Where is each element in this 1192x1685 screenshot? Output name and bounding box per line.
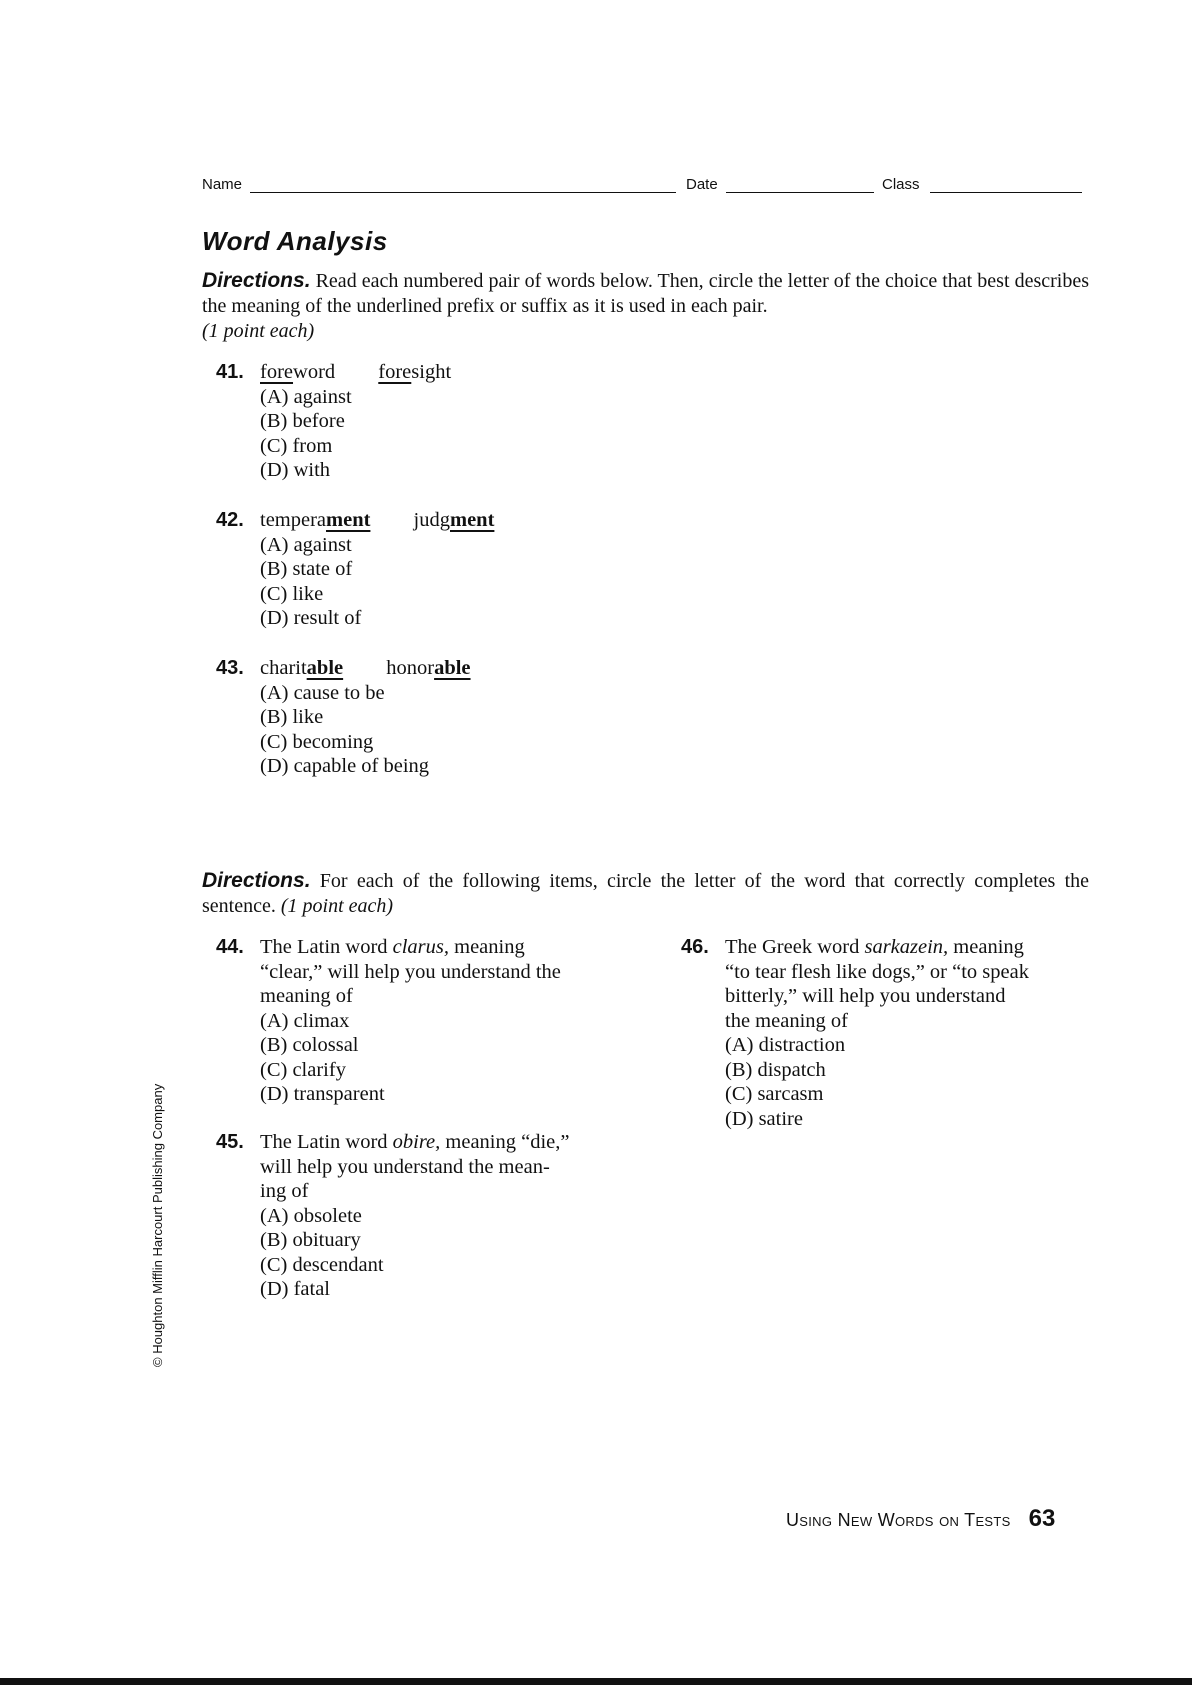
question-number: 43. bbox=[216, 657, 244, 679]
word-2: foresight bbox=[378, 361, 452, 383]
option-d[interactable]: (D) satire bbox=[725, 1107, 803, 1130]
option-c[interactable]: (C) like bbox=[260, 582, 324, 605]
date-label: Date bbox=[686, 176, 718, 193]
directions-label: Directions. bbox=[202, 869, 311, 892]
greek-word: sarkazein, bbox=[864, 936, 949, 958]
underlined-suffix: ment bbox=[450, 509, 495, 531]
option-a[interactable]: (A) cause to be bbox=[260, 681, 385, 704]
directions-section-1 bbox=[202, 268, 1089, 344]
option-d[interactable]: (D) result of bbox=[260, 607, 362, 629]
question-stem-line: ing of bbox=[260, 1180, 309, 1202]
option-c[interactable]: (C) becoming bbox=[260, 730, 374, 753]
question-stem-line: bitterly,” will help you understand bbox=[725, 985, 1006, 1007]
option-b[interactable]: (B) state of bbox=[260, 558, 353, 580]
word-2: judgment bbox=[413, 509, 495, 531]
question-43 bbox=[216, 656, 716, 779]
page-title: Word Analysis bbox=[202, 226, 388, 256]
option-b[interactable]: (B) before bbox=[260, 410, 345, 432]
name-date-class-header bbox=[202, 174, 1084, 198]
name-field[interactable] bbox=[250, 192, 676, 193]
directions-text: Read each numbered pair of words below. Then, circle the letter of the choice that best describes the meaning of the underlined prefix or suffix as it is used in each pair. bbox=[202, 270, 1089, 317]
word-pair bbox=[260, 360, 716, 385]
date-field[interactable] bbox=[726, 192, 874, 193]
option-a[interactable]: (A) against bbox=[260, 385, 352, 408]
question-stem-line: The Latin word obire, meaning “die,” bbox=[260, 1131, 570, 1153]
underlined-suffix: able bbox=[434, 657, 471, 679]
option-b[interactable]: (B) dispatch bbox=[725, 1058, 826, 1081]
underlined-prefix: fore bbox=[378, 361, 412, 383]
page-number: 63 bbox=[1028, 1505, 1056, 1532]
copyright-notice: © Houghton Mifflin Harcourt Publishing Company bbox=[150, 1083, 165, 1367]
option-d[interactable]: (D) with bbox=[260, 459, 331, 481]
underlined-suffix: able bbox=[306, 657, 344, 679]
word-pair bbox=[260, 508, 716, 533]
question-stem-line: “to tear flesh like dogs,” or “to speak bbox=[725, 960, 1029, 983]
option-a[interactable]: (A) climax bbox=[260, 1009, 350, 1032]
option-a[interactable]: (A) obsolete bbox=[260, 1204, 362, 1227]
directions-label: Directions. bbox=[202, 269, 311, 292]
latin-word: clarus, bbox=[392, 936, 450, 958]
directions-section-2 bbox=[202, 868, 1089, 919]
question-stem-line: “clear,” will help you understand the bbox=[260, 960, 561, 983]
class-label: Class bbox=[882, 176, 920, 193]
question-number: 41. bbox=[216, 361, 244, 383]
option-c[interactable]: (C) from bbox=[260, 434, 333, 457]
question-stem-line: The Latin word clarus, meaning bbox=[260, 936, 525, 958]
underlined-prefix: fore bbox=[260, 361, 294, 383]
option-a[interactable]: (A) against bbox=[260, 533, 352, 556]
page-footer bbox=[786, 1505, 1055, 1533]
option-c[interactable]: (C) clarify bbox=[260, 1058, 346, 1081]
word-pair bbox=[260, 656, 716, 681]
question-46 bbox=[681, 935, 1101, 1131]
running-title: Using New Words on Tests bbox=[786, 1510, 1011, 1530]
option-b[interactable]: (B) like bbox=[260, 706, 324, 728]
question-number: 45. bbox=[216, 1131, 244, 1153]
word-2: honorable bbox=[386, 657, 471, 679]
option-a[interactable]: (A) distraction bbox=[725, 1034, 846, 1056]
directions-points: (1 point each) bbox=[280, 895, 394, 917]
class-field[interactable] bbox=[930, 192, 1082, 193]
directions-points: (1 point each) bbox=[202, 320, 315, 342]
question-stem-line: will help you understand the mean- bbox=[260, 1155, 550, 1178]
word-1: temperament bbox=[260, 509, 371, 531]
word-1: charitable bbox=[260, 657, 344, 679]
question-number: 44. bbox=[216, 936, 244, 958]
question-44 bbox=[216, 935, 646, 1107]
word-1: foreword bbox=[260, 361, 336, 383]
question-number: 46. bbox=[681, 936, 709, 958]
underlined-suffix: ment bbox=[326, 509, 371, 531]
option-d[interactable]: (D) fatal bbox=[260, 1278, 330, 1300]
question-45 bbox=[216, 1130, 646, 1302]
directions-text: For each of the following items, circle the letter of the word that correctly completes the sentence. bbox=[202, 870, 1089, 917]
question-41 bbox=[216, 360, 716, 483]
option-d[interactable]: (D) capable of being bbox=[260, 755, 430, 777]
question-stem-line: meaning of bbox=[260, 985, 353, 1007]
question-number: 42. bbox=[216, 509, 244, 531]
option-c[interactable]: (C) descendant bbox=[260, 1253, 384, 1276]
question-42 bbox=[216, 508, 716, 631]
option-d[interactable]: (D) transparent bbox=[260, 1083, 385, 1105]
option-c[interactable]: (C) sarcasm bbox=[725, 1083, 824, 1105]
name-label: Name bbox=[202, 176, 243, 193]
question-stem-line: the meaning of bbox=[725, 1009, 848, 1032]
page-bottom-edge bbox=[0, 1678, 1192, 1685]
latin-word: obire, bbox=[392, 1131, 441, 1153]
option-b[interactable]: (B) colossal bbox=[260, 1034, 359, 1056]
question-stem-line: The Greek word sarkazein, meaning bbox=[725, 936, 1024, 958]
option-b[interactable]: (B) obituary bbox=[260, 1229, 361, 1251]
